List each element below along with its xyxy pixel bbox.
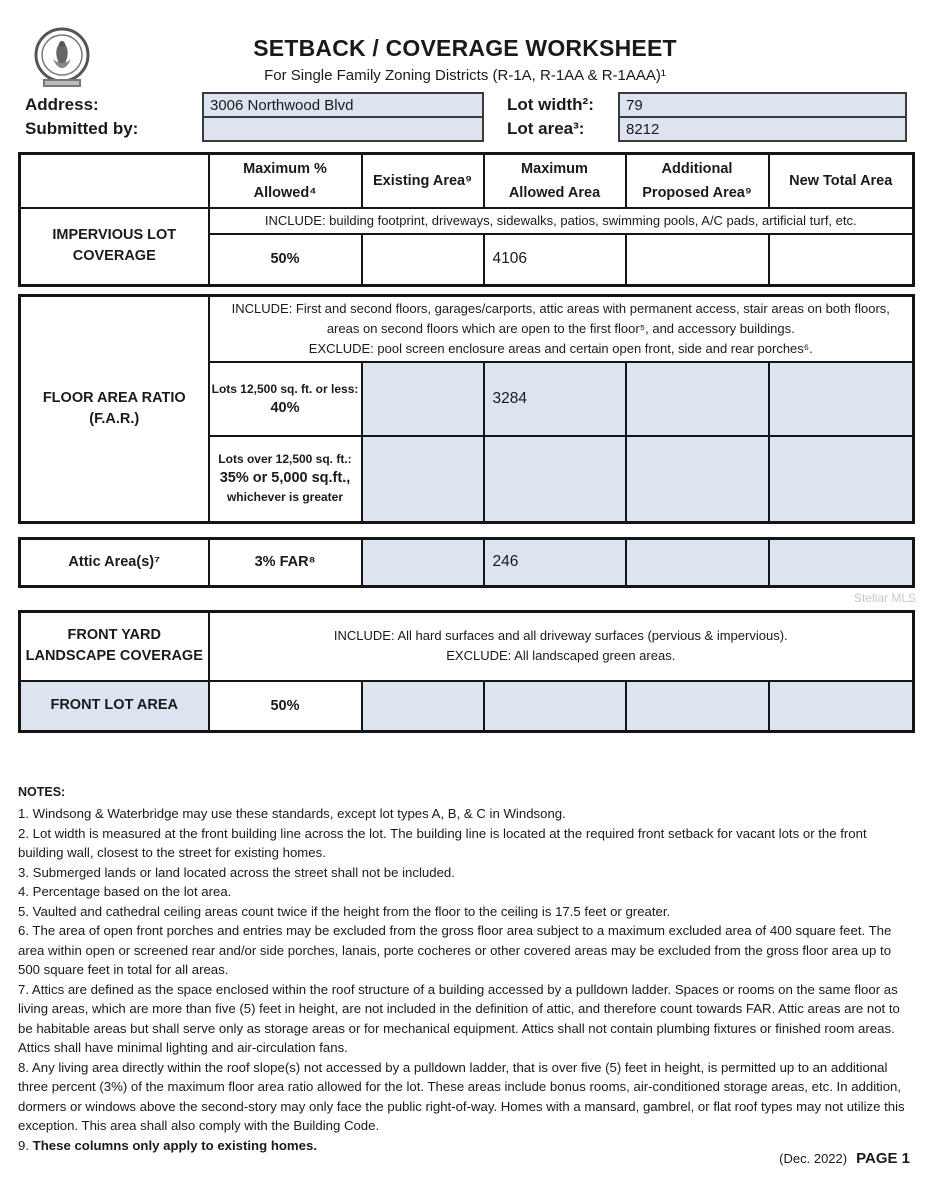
notes-section xyxy=(18,783,912,1156)
note-4: 4. Percentage based on the lot area. xyxy=(18,884,232,899)
far-include-text: INCLUDE: First and second floors, garages/carports, attic areas with permanent access, stair areas on both floors, areas on second floors which are open to the first floor⁵, and accessory buildings. xyxy=(231,301,890,336)
far-small-lot-pct: 40% xyxy=(270,400,300,416)
page-subtitle: For Single Family Zoning Districts (R-1A, R-1AA & R-1AAA)¹ xyxy=(264,67,666,84)
far-small-additional-cell xyxy=(626,362,769,436)
note-2: 2. Lot width is measured at the front building line across the lot. The building line is located at the required front setback for vacant lots or the front building wall, closest to the street for existing homes. xyxy=(18,825,867,860)
city-seal-logo xyxy=(29,25,95,91)
submitted-by-field xyxy=(202,116,484,142)
attic-area-table xyxy=(18,537,915,588)
far-large-lot-criteria-cell xyxy=(209,436,362,522)
address-field: 3006 Northwood Blvd xyxy=(202,92,484,118)
note-9-number: 9. xyxy=(18,1137,29,1153)
column-header-max-pct: Maximum % Allowed⁴ xyxy=(209,154,362,208)
far-small-existing-cell xyxy=(362,362,484,436)
page-footer xyxy=(779,1150,910,1167)
impervious-max-pct-cell: 50% xyxy=(209,234,362,286)
front-lot-additional-cell xyxy=(626,681,769,731)
note-7: 7. Attics are defined as the space enclosed within the roof structure of a building accessed by a pulldown ladder. Spaces or rooms on the same floor as living areas, which are more than five (5) feet in height, are not included in the definition of attic, and therefore count towards FAR. Attic areas are not to be habitable areas but shall serve only as storage areas or for mechanical equipment. Attics shall not contain plumbing fixtures or finished room areas. Attics shall have minimal lighting and air-circulation fans. xyxy=(18,981,900,1055)
far-include-note xyxy=(209,296,914,363)
footer-page-number: PAGE 1 xyxy=(856,1150,910,1167)
note-6: 6. The area of open front porches and entries may be excluded from the gross floor area subject to a maximum excluded area of 400 square feet. The area within open or screened rear and/or side porches, lanais, porte cocheres or other covered areas may be excluded from the gross floor area up to 500 square feet in total for all areas. xyxy=(18,923,892,977)
lot-area-label: Lot area³: xyxy=(507,119,585,138)
far-small-lot-criteria-cell xyxy=(209,362,362,436)
note-5: 5. Vaulted and cathedral ceiling areas count twice if the height from the floor to the ceiling is 17.5 feet or greater. xyxy=(18,903,671,919)
floor-area-ratio-table xyxy=(18,294,915,524)
note-9-text: These columns only apply to existing homes. xyxy=(32,1137,317,1153)
note-9 xyxy=(18,1136,912,1156)
front-lot-max-allowed-cell xyxy=(484,681,626,731)
front-lot-max-pct-cell: 50% xyxy=(209,681,362,731)
front-yard-table xyxy=(18,610,915,733)
impervious-row-label: IMPERVIOUS LOT COVERAGE xyxy=(20,208,209,286)
far-small-new-total-cell xyxy=(769,362,914,436)
note-8: 8. Any living area directly within the roof slope(s) not accessed by a pulldown ladder, that is over five (5) feet in height, is permitted up to an additional three percent (3%) of the maximum floor area ratio allowed for the lot. These areas include bonus rooms, air-conditioned storage areas, etc. In addition, dormers or windows above the second-story may only face the public right-of-way. Homes with a mansard, gambrel, or flat roof types may not utilize this exception. This area shall also comply with the Building Code. xyxy=(18,1059,905,1133)
far-large-max-allowed-cell xyxy=(484,436,626,522)
top-form xyxy=(18,92,912,142)
impervious-max-allowed-cell: 4106 xyxy=(484,234,626,286)
note-3: 3. Submerged lands or land located across the street shall not be included. xyxy=(18,864,455,880)
far-large-lot-criteria-cont: whichever is greater xyxy=(226,490,344,505)
attic-new-total-cell xyxy=(769,538,914,586)
front-yard-include-text: INCLUDE: All hard surfaces and all driveway surfaces (pervious & impervious). xyxy=(333,628,788,644)
notes-heading: NOTES: xyxy=(18,784,66,799)
front-lot-area-label: FRONT LOT AREA xyxy=(20,681,209,731)
far-large-existing-cell xyxy=(362,436,484,522)
far-large-lot-pct: 35% or 5,000 sq.ft., xyxy=(219,470,351,487)
impervious-include-note: INCLUDE: building footprint, driveways, sidewalks, patios, swimming pools, A/C pads, artificial turf, etc. xyxy=(209,208,914,234)
lot-width-label: Lot width²: xyxy=(507,95,594,114)
address-label: Address: xyxy=(25,95,99,114)
attic-allowed-cell: 3% FAR⁸ xyxy=(209,538,362,586)
front-yard-include-note xyxy=(209,611,914,681)
lot-width-field: 79 xyxy=(618,92,907,118)
attic-max-allowed-cell: 246 xyxy=(484,538,626,586)
front-yard-exclude-text: EXCLUDE: All landscaped green areas. xyxy=(446,648,676,664)
far-small-max-allowed-cell: 3284 xyxy=(484,362,626,436)
lot-area-field: 8212 xyxy=(618,116,907,142)
column-header-new-total: New Total Area xyxy=(769,154,914,208)
attic-row-label: Attic Area(s)⁷ xyxy=(20,538,209,586)
column-header-blank xyxy=(20,154,209,208)
far-large-new-total-cell xyxy=(769,436,914,522)
note-1: 1. Windsong & Waterbridge may use these standards, except lot types A, B, & C in Windsong. xyxy=(18,806,566,821)
submitted-by-label: Submitted by: xyxy=(25,119,139,138)
attic-additional-cell xyxy=(626,538,769,586)
front-lot-existing-cell xyxy=(362,681,484,731)
page-title: SETBACK / COVERAGE WORKSHEET xyxy=(253,35,677,61)
impervious-additional-cell xyxy=(626,234,769,286)
front-yard-row-label: FRONT YARD LANDSCAPE COVERAGE xyxy=(20,611,209,681)
impervious-existing-cell xyxy=(362,234,484,286)
attic-existing-cell xyxy=(362,538,484,586)
impervious-new-total-cell xyxy=(769,234,914,286)
impervious-coverage-table xyxy=(18,152,915,287)
far-large-additional-cell xyxy=(626,436,769,522)
far-exclude-text: EXCLUDE: pool screen enclosure areas and certain open front, side and rear porches⁶. xyxy=(308,341,813,356)
column-header-existing-area: Existing Area⁹ xyxy=(362,154,484,208)
form-gap xyxy=(484,92,500,118)
column-header-max-allowed-area: Maximum Allowed Area xyxy=(484,154,626,208)
column-header-additional-proposed: Additional Proposed Area⁹ xyxy=(626,154,769,208)
far-large-lot-criteria: Lots over 12,500 sq. ft.: xyxy=(218,452,352,467)
footer-date: (Dec. 2022) xyxy=(779,1151,848,1166)
far-row-label: FLOOR AREA RATIO (F.A.R.) xyxy=(20,296,209,523)
far-small-lot-criteria: Lots 12,500 sq. ft. or less: xyxy=(211,382,359,396)
front-lot-new-total-cell xyxy=(769,681,914,731)
form-gap xyxy=(484,116,500,142)
stellar-mls-watermark: Stellar MLS xyxy=(854,591,917,605)
